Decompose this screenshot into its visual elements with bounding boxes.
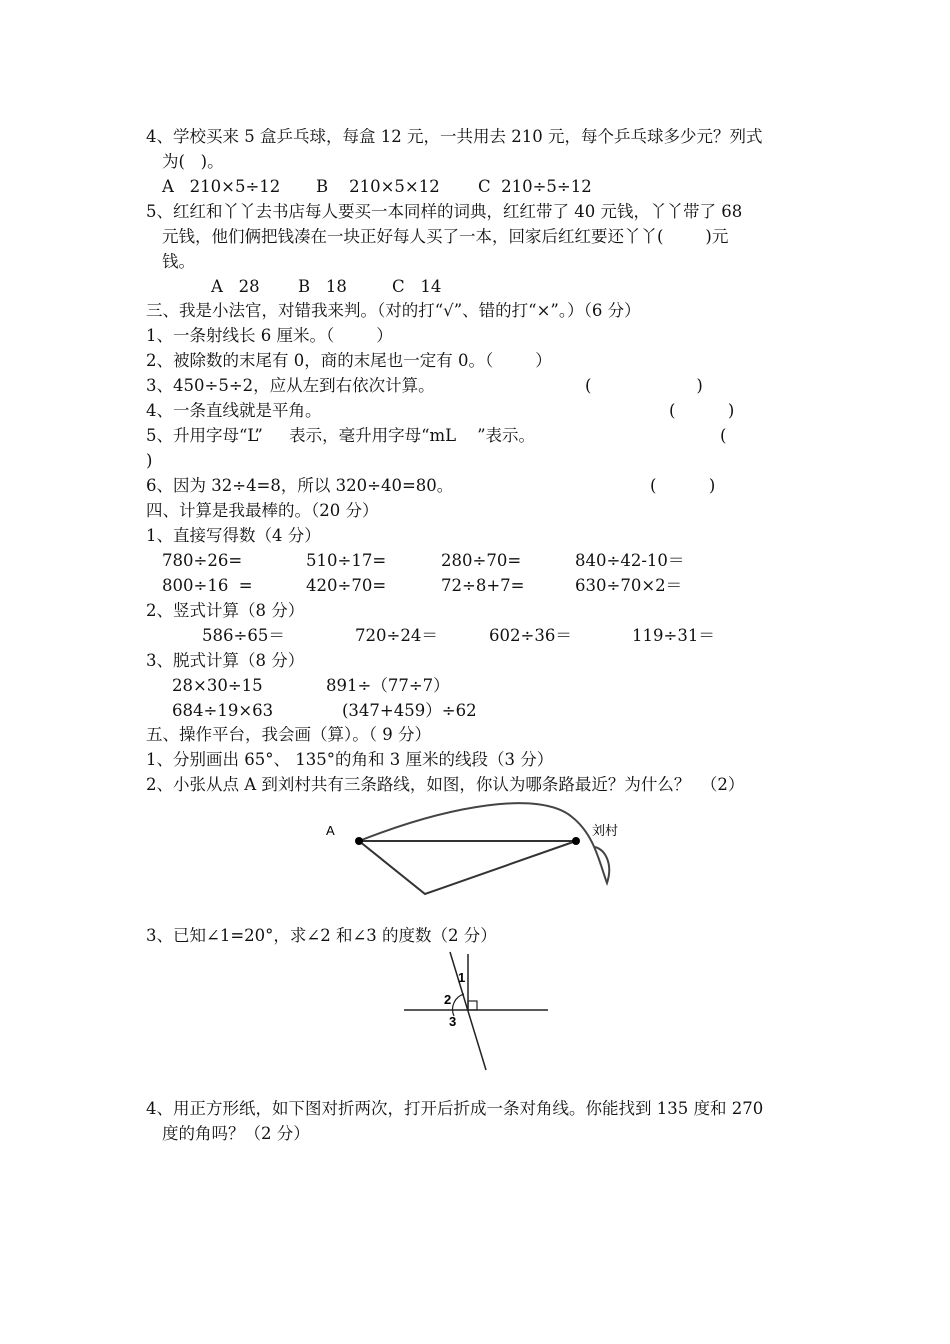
tf-answer-paren-5[interactable]: (	[720, 426, 727, 445]
q4-option-c: C 210÷5÷12	[478, 177, 592, 196]
broken-route	[359, 841, 576, 894]
calc-r2-c4: 630÷70×2＝	[575, 576, 683, 595]
angle-arc	[453, 994, 464, 1016]
q5-line1: 5、红红和丫丫去书店每人要买一本同样的词典，红红带了 40 元钱，丫丫带了 68	[146, 202, 743, 221]
section5-q2: 2、小张从点 A 到刘村共有三条路线，如图，你认为哪条路最近？为什么？ （2）	[146, 775, 745, 794]
vertical-calc-3: 602÷36＝	[489, 626, 572, 645]
section5-q4-line2: 度的角吗？（2 分）	[162, 1124, 310, 1143]
q4-line1: 4、学校买来 5 盒乒乓球，每盒 12 元，一共用去 210 元，每个乒乓球多少元？列式	[146, 127, 763, 146]
section4-sub1: 1、直接写得数（4 分）	[146, 526, 321, 545]
q5-line2: 元钱，他们俩把钱凑在一块正好每人买了一本，回家后红红要还丫丫( )元	[162, 227, 729, 246]
angle-figure	[398, 946, 554, 1074]
calc-r2-c2: 420÷70=	[306, 576, 387, 595]
angle-1-label: 1	[458, 970, 466, 985]
angle-3-label: 3	[449, 1014, 457, 1029]
tf-answer-paren-4[interactable]: ( )	[669, 401, 735, 420]
section5-heading: 五、操作平台，我会画（算）。（ 9 分）	[146, 725, 431, 744]
stepwise-calc-1: 28×30÷15	[172, 676, 263, 695]
calc-r1-c4: 840÷42-10＝	[575, 551, 685, 570]
tf-item-5-close-paren: )	[146, 451, 153, 470]
section3-heading: 三、我是小法官，对错我来判。（对的打“√”、错的打“×”。）（6 分）	[146, 301, 641, 320]
tf-item-4: 4、一条直线就是平角。	[146, 401, 322, 420]
tf-item-1: 1、一条射线长 6 厘米。（ ）	[146, 326, 393, 345]
section5-q3: 3、已知∠1=20°，求∠2 和∠3 的度数（2 分）	[146, 926, 497, 945]
village-label: 刘村	[592, 823, 619, 838]
tf-item-3: 3、450÷5÷2，应从左到右依次计算。	[146, 376, 435, 395]
calc-r2-c1: 800÷16 =	[162, 576, 253, 595]
q4-line2: 为( )。	[162, 152, 224, 171]
q5-option-b: B 18	[298, 277, 347, 296]
q5-option-c: C 14	[392, 277, 442, 296]
q4-option-a: A 210×5÷12	[162, 177, 281, 196]
section4-heading: 四、计算是我最棒的。（20 分）	[146, 501, 379, 520]
stepwise-calc-3: 684÷19×63	[172, 701, 274, 720]
stepwise-calc-4: (347+459）÷62	[342, 701, 477, 720]
calc-r2-c3: 72÷8+7=	[441, 576, 525, 595]
vertical-calc-1: 586÷65＝	[202, 626, 285, 645]
calc-r1-c3: 280÷70=	[441, 551, 522, 570]
tf-item-2: 2、被除数的末尾有 0，商的末尾也一定有 0。（ ）	[146, 351, 552, 370]
calc-r1-c1: 780÷26=	[162, 551, 243, 570]
section4-sub2: 2、竖式计算（8 分）	[146, 601, 305, 620]
tf-answer-paren-3[interactable]: ( )	[585, 376, 703, 395]
q5-option-a: A 28	[211, 277, 260, 296]
q4-option-b: B 210×5×12	[316, 177, 440, 196]
section5-q1: 1、分别画出 65°、 135°的角和 3 厘米的线段（3 分）	[146, 750, 554, 769]
tf-item-6: 6、因为 32÷4=8，所以 320÷40=80。	[146, 476, 454, 495]
right-angle-mark	[468, 1001, 477, 1010]
vertical-calc-4: 119÷31＝	[632, 626, 715, 645]
angle-2-label: 2	[444, 992, 452, 1007]
tf-answer-paren-6[interactable]: ( )	[650, 476, 716, 495]
calc-r1-c2: 510÷17=	[306, 551, 387, 570]
stepwise-calc-2: 891÷（77÷7）	[326, 676, 450, 695]
section4-sub3: 3、脱式计算（8 分）	[146, 651, 305, 670]
vertical-calc-2: 720÷24＝	[355, 626, 438, 645]
tf-item-5: 5、升用字母“L” 表示，毫升用字母“mL ”表示。	[146, 426, 536, 445]
village-dot	[572, 837, 580, 845]
route-figure	[310, 795, 630, 905]
point-a-dot	[355, 837, 363, 845]
q5-line3: 钱。	[162, 252, 195, 271]
section5-q4-line1: 4、用正方形纸，如下图对折两次，打开后折成一条对角线。你能找到 135 度和 270	[146, 1099, 764, 1118]
point-a-label: A	[326, 823, 335, 838]
